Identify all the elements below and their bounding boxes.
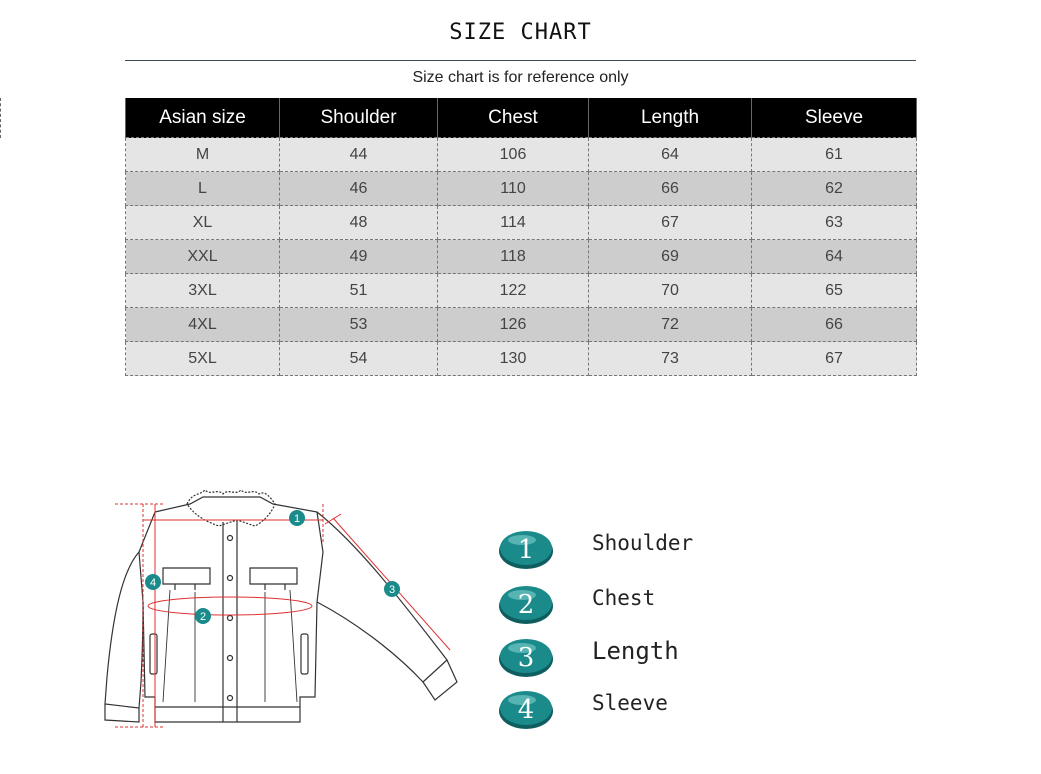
jacket-pocket-left (163, 568, 210, 590)
jacket-diagram (95, 482, 465, 737)
cell-length: 70 (589, 274, 752, 308)
number-badge-4 (497, 687, 555, 731)
cell-sleeve: 67 (752, 342, 917, 376)
svg-text:3: 3 (517, 643, 535, 673)
header-length: Length (589, 98, 752, 138)
cell-shoulder: 49 (280, 240, 438, 274)
cell-shoulder: 44 (280, 138, 438, 172)
left-edge-mark (0, 98, 3, 138)
header-chest: Chest (438, 98, 589, 138)
diagram-marker-2 (195, 608, 211, 624)
number-badge-1 (497, 527, 555, 571)
cell-chest: 118 (438, 240, 589, 274)
cell-sleeve: 64 (752, 240, 917, 274)
table-row (126, 172, 917, 206)
table-row (126, 206, 917, 240)
diagram-marker-1 (289, 510, 305, 526)
page-title: SIZE CHART (449, 20, 592, 45)
table-row (126, 274, 917, 308)
jacket-body-outline (139, 497, 323, 722)
cell-sleeve: 63 (752, 206, 917, 240)
legend-label-chest: Chest (592, 586, 656, 610)
cell-shoulder: 53 (280, 308, 438, 342)
jacket-sleeve-right (317, 512, 447, 682)
cell-size: L (126, 172, 280, 206)
jacket-pocket-right (250, 568, 297, 590)
table-row (126, 308, 917, 342)
cell-length: 64 (589, 138, 752, 172)
cell-sleeve: 61 (752, 138, 917, 172)
cell-sleeve: 62 (752, 172, 917, 206)
cell-shoulder: 46 (280, 172, 438, 206)
diagram-markers (145, 510, 400, 624)
cell-chest: 114 (438, 206, 589, 240)
legend-item-sleeve (497, 687, 817, 737)
svg-text:1: 1 (293, 513, 301, 525)
jacket-sleeve-left (105, 552, 143, 708)
svg-text:3: 3 (388, 584, 396, 596)
legend-label-length: Length (592, 637, 679, 665)
cell-size: 5XL (126, 342, 280, 376)
legend-item-length (497, 635, 817, 685)
cell-shoulder: 54 (280, 342, 438, 376)
header-asian-size: Asian size (126, 98, 280, 138)
legend-item-shoulder (497, 527, 817, 577)
number-badge-2 (497, 582, 555, 626)
svg-text:2: 2 (199, 611, 207, 623)
cell-length: 73 (589, 342, 752, 376)
cell-sleeve: 66 (752, 308, 917, 342)
svg-text:4: 4 (149, 577, 157, 589)
cell-length: 69 (589, 240, 752, 274)
cell-chest: 110 (438, 172, 589, 206)
legend-label-shoulder: Shoulder (592, 531, 694, 555)
cell-length: 66 (589, 172, 752, 206)
legend-item-chest (497, 582, 817, 632)
table-row (126, 240, 917, 274)
svg-text:4: 4 (517, 695, 535, 725)
jacket-collar (187, 490, 275, 526)
number-badge-3 (497, 635, 555, 679)
cell-size: XL (126, 206, 280, 240)
cell-shoulder: 48 (280, 206, 438, 240)
header-shoulder: Shoulder (280, 98, 438, 138)
cell-chest: 130 (438, 342, 589, 376)
size-table (125, 98, 917, 376)
cell-sleeve: 65 (752, 274, 917, 308)
cell-length: 72 (589, 308, 752, 342)
cell-shoulder: 51 (280, 274, 438, 308)
table-header-row (126, 98, 917, 138)
cell-size: 3XL (126, 274, 280, 308)
cell-length: 67 (589, 206, 752, 240)
cell-size: M (126, 138, 280, 172)
table-row (126, 342, 917, 376)
table-row (126, 138, 917, 172)
diagram-marker-3 (384, 581, 400, 597)
cell-size: XXL (126, 240, 280, 274)
cell-chest: 126 (438, 308, 589, 342)
svg-text:2: 2 (517, 590, 535, 620)
title-divider (125, 60, 916, 61)
svg-text:1: 1 (517, 535, 535, 565)
cell-size: 4XL (126, 308, 280, 342)
cell-chest: 106 (438, 138, 589, 172)
header-sleeve: Sleeve (752, 98, 917, 138)
subtitle: Size chart is for reference only (412, 69, 629, 86)
diagram-marker-4 (145, 574, 161, 590)
legend-label-sleeve: Sleeve (592, 691, 668, 715)
cell-chest: 122 (438, 274, 589, 308)
